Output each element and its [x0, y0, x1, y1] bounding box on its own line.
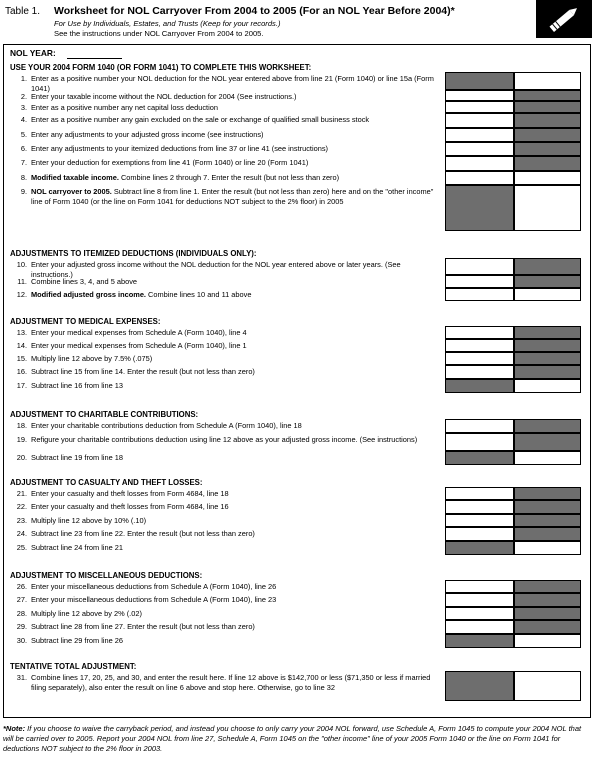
amount-field[interactable]	[445, 607, 514, 620]
line-number: 4.	[20, 115, 27, 124]
amount-field[interactable]	[514, 171, 581, 185]
line-description: Combine lines 17, 20, 25, and 30, and enter the result here. If line 12 above is $142,700 or less ($71,350 or less if married filing separately), also enter the result on line 6 above and stop here. Otherwise, go to line 32	[31, 673, 431, 692]
amount-field[interactable]	[514, 451, 581, 465]
amount-field[interactable]	[445, 593, 514, 607]
amount-field[interactable]	[514, 634, 581, 648]
line-description: Enter any adjustments to your adjusted gross income (see instructions)	[31, 130, 264, 139]
line-description: Enter your casualty and theft losses from Form 4684, line 18	[31, 489, 229, 498]
shaded-cell	[514, 352, 581, 365]
line-description: Subtract line 23 from line 22. Enter the result (but not less than zero)	[31, 529, 255, 538]
line-number: 19.	[16, 435, 27, 444]
shaded-cell	[514, 580, 581, 593]
amount-field[interactable]	[445, 527, 514, 541]
footnote-text: If you choose to waive the carryback period, and instead you choose to only carry your 2004 NOL forward, use Schedule A, Form 1045 to compute your 2004 NOL that will be carried over to 2005. Report your 2004 NOL from line 27, Schedule A, Form 1045 on the "other income" line of your 2005 Form 1040 or the line on Form 1041 for deductions NOT subject to the 2% floor in 2003.	[3, 724, 582, 753]
worksheet-title: Worksheet for NOL Carryover From 2004 to 2005 (For an NOL Year Before 2004)*	[54, 5, 455, 17]
amount-field[interactable]	[445, 288, 514, 301]
amount-field[interactable]	[445, 419, 514, 433]
nol-year-input[interactable]	[67, 58, 122, 59]
line-number: 18.	[16, 421, 27, 430]
line-number: 1.	[20, 74, 27, 83]
amount-field[interactable]	[445, 620, 514, 634]
amount-field[interactable]	[445, 352, 514, 365]
line-number: 16.	[16, 367, 27, 376]
worksheet-header	[0, 0, 595, 44]
line-description: Enter as a positive number any net capital loss deduction	[31, 103, 218, 112]
shaded-cell	[445, 185, 514, 231]
line-description: Enter your taxable income without the NOL deduction for 2004 (See instructions.)	[31, 92, 297, 101]
shaded-cell	[514, 101, 581, 113]
amount-field[interactable]	[514, 671, 581, 701]
line-description: Enter your medical expenses from Schedule A (Form 1040), line 4	[31, 328, 247, 337]
pencil-icon	[536, 0, 592, 38]
shaded-cell	[514, 326, 581, 339]
shaded-cell	[445, 634, 514, 648]
shaded-cell	[514, 90, 581, 101]
line-number: 6.	[20, 144, 27, 153]
line-number: 5.	[20, 130, 27, 139]
shaded-cell	[514, 142, 581, 156]
line-description: Subtract line 28 from line 27. Enter the result (but not less than zero)	[31, 622, 255, 631]
amount-field[interactable]	[514, 185, 581, 231]
footnote-label: *Note:	[3, 724, 26, 733]
shaded-cell	[445, 671, 514, 701]
line-number: 13.	[16, 328, 27, 337]
line-number: 30.	[16, 636, 27, 645]
amount-field[interactable]	[445, 365, 514, 379]
line-number: 28.	[16, 609, 27, 618]
line-description: Multiply line 12 above by 10% (.10)	[31, 516, 147, 525]
line-description: Enter your adjusted gross income without the NOL deduction for the NOL year entered above or later years. (See instructions.)	[31, 260, 401, 279]
line-number: 24.	[16, 529, 27, 538]
line-number: 12.	[16, 290, 27, 299]
section-heading: ADJUSTMENT TO CHARITABLE CONTRIBUTIONS:	[10, 410, 199, 419]
line-description: Enter your charitable contributions deduction from Schedule A (Form 1040), line 18	[31, 421, 302, 430]
amount-field[interactable]	[445, 90, 514, 101]
nol-year-label: NOL YEAR:	[10, 48, 56, 58]
line-description: Subtract line 16 from line 13	[31, 381, 124, 390]
shaded-cell	[514, 514, 581, 527]
shaded-cell	[514, 365, 581, 379]
worksheet-instructions-note: See the instructions under NOL Carryover From 2004 to 2005.	[54, 29, 264, 38]
line-description: Enter your medical expenses from Schedule A (Form 1040), line 1	[31, 341, 247, 350]
line-number: 31.	[16, 673, 27, 682]
line-number: 15.	[16, 354, 27, 363]
line-number: 29.	[16, 622, 27, 631]
line-number: 26.	[16, 582, 27, 591]
line-number: 17.	[16, 381, 27, 390]
amount-field[interactable]	[445, 500, 514, 514]
line-number: 10.	[16, 260, 27, 269]
amount-field[interactable]	[514, 288, 581, 301]
line-description: Enter any adjustments to your itemized deductions from line 37 or line 41 (see instructions)	[31, 144, 329, 153]
shaded-cell	[514, 593, 581, 607]
amount-field[interactable]	[445, 580, 514, 593]
shaded-cell	[514, 419, 581, 433]
shaded-cell	[514, 433, 581, 451]
amount-field[interactable]	[445, 433, 514, 451]
shaded-cell	[445, 541, 514, 555]
line-description: Multiply line 12 above by 7.5% (.075)	[31, 354, 153, 363]
line-number: 3.	[20, 103, 27, 112]
amount-field[interactable]	[445, 171, 514, 185]
line-description: Enter your deduction for exemptions from line 41 (Form 1040) or line 20 (Form 1041)	[31, 158, 309, 167]
worksheet-form	[3, 44, 591, 718]
amount-field[interactable]	[445, 514, 514, 527]
amount-field[interactable]	[445, 258, 514, 275]
section-heading: ADJUSTMENT TO MEDICAL EXPENSES:	[10, 317, 161, 326]
line-description: Refigure your charitable contributions deduction using line 12 above as your adjusted gross income. (See instructions)	[31, 435, 418, 444]
line-number: 25.	[16, 543, 27, 552]
amount-field[interactable]	[445, 339, 514, 352]
section-heading: ADJUSTMENTS TO ITEMIZED DEDUCTIONS (INDIVIDUALS ONLY):	[10, 249, 257, 258]
line-description: Subtract line 24 from line 21	[31, 543, 124, 552]
line-number: 21.	[16, 489, 27, 498]
line-description: Subtract line 29 from line 26	[31, 636, 124, 645]
shaded-cell	[514, 607, 581, 620]
amount-field[interactable]	[445, 113, 514, 128]
line-description: Subtract line 15 from line 14. Enter the result (but not less than zero)	[31, 367, 255, 376]
amount-field[interactable]	[445, 275, 514, 288]
shaded-cell	[514, 156, 581, 171]
line-number: 14.	[16, 341, 27, 350]
worksheet-subtitle: For Use by Individuals, Estates, and Trusts (Keep for your records.)	[54, 19, 281, 28]
line-number: 22.	[16, 502, 27, 511]
line-number: 2.	[20, 92, 27, 101]
line-number: 8.	[20, 173, 27, 182]
shaded-cell	[514, 620, 581, 634]
line-description: Enter as a positive number your NOL deduction for the NOL year entered above from line 21 (Form 1040) or line 15a (Form 1041)	[31, 74, 434, 93]
line-description: Enter your miscellaneous deductions from Schedule A (Form 1040), line 26	[31, 582, 277, 591]
amount-field[interactable]	[445, 156, 514, 171]
shaded-cell	[514, 500, 581, 514]
line-number: 7.	[20, 158, 27, 167]
shaded-cell	[514, 339, 581, 352]
amount-field[interactable]	[445, 487, 514, 500]
line-number: 23.	[16, 516, 27, 525]
footnote	[3, 724, 591, 754]
shaded-cell	[445, 379, 514, 393]
shaded-cell	[514, 487, 581, 500]
line-description: Modified taxable income. Combine lines 2 through 7. Enter the result (but not less than zero)	[31, 173, 340, 182]
line-description: NOL carryover to 2005. Subtract line 8 from line 1. Enter the result (but not less than zero) here and on the "other income" line of Form 1040 (or the line on Form 1041 for deductions NOT subject to the 2% floor) in 2005	[31, 187, 434, 206]
shaded-cell	[514, 113, 581, 128]
section-heading: ADJUSTMENT TO CASUALTY AND THEFT LOSSES:	[10, 478, 203, 487]
line-description: Enter your miscellaneous deductions from Schedule A (Form 1040), line 23	[31, 595, 277, 604]
section-heading: ADJUSTMENT TO MISCELLANEOUS DEDUCTIONS:	[10, 571, 203, 580]
shaded-cell	[445, 451, 514, 465]
line-description: Multiply line 12 above by 2% (.02)	[31, 609, 142, 618]
line-description: Enter as a positive number any gain excluded on the sale or exchange of qualified small business stock	[31, 115, 370, 124]
line-number: 11.	[17, 277, 27, 286]
amount-field[interactable]	[445, 326, 514, 339]
line-number: 27.	[16, 595, 27, 604]
shaded-cell	[514, 527, 581, 541]
section-heading: USE YOUR 2004 FORM 1040 (OR FORM 1041) TO COMPLETE THIS WORKSHEET:	[10, 63, 312, 72]
line-number: 20.	[16, 453, 27, 462]
shaded-cell	[514, 258, 581, 275]
line-description: Combine lines 3, 4, and 5 above	[31, 277, 138, 286]
amount-field[interactable]	[445, 142, 514, 156]
shaded-cell	[445, 72, 514, 90]
line-description: Subtract line 19 from line 18	[31, 453, 124, 462]
line-description: Modified adjusted gross income. Combine lines 10 and 11 above	[31, 290, 252, 299]
shaded-cell	[514, 275, 581, 288]
amount-field[interactable]	[514, 72, 581, 90]
amount-field[interactable]	[445, 101, 514, 113]
section-heading: TENTATIVE TOTAL ADJUSTMENT:	[10, 662, 137, 671]
line-number: 9.	[20, 187, 27, 196]
table-number: Table 1.	[5, 6, 41, 17]
shaded-cell	[514, 128, 581, 142]
amount-field[interactable]	[445, 128, 514, 142]
line-description: Enter your casualty and theft losses from Form 4684, line 16	[31, 502, 229, 511]
amount-field[interactable]	[514, 541, 581, 555]
amount-field[interactable]	[514, 379, 581, 393]
